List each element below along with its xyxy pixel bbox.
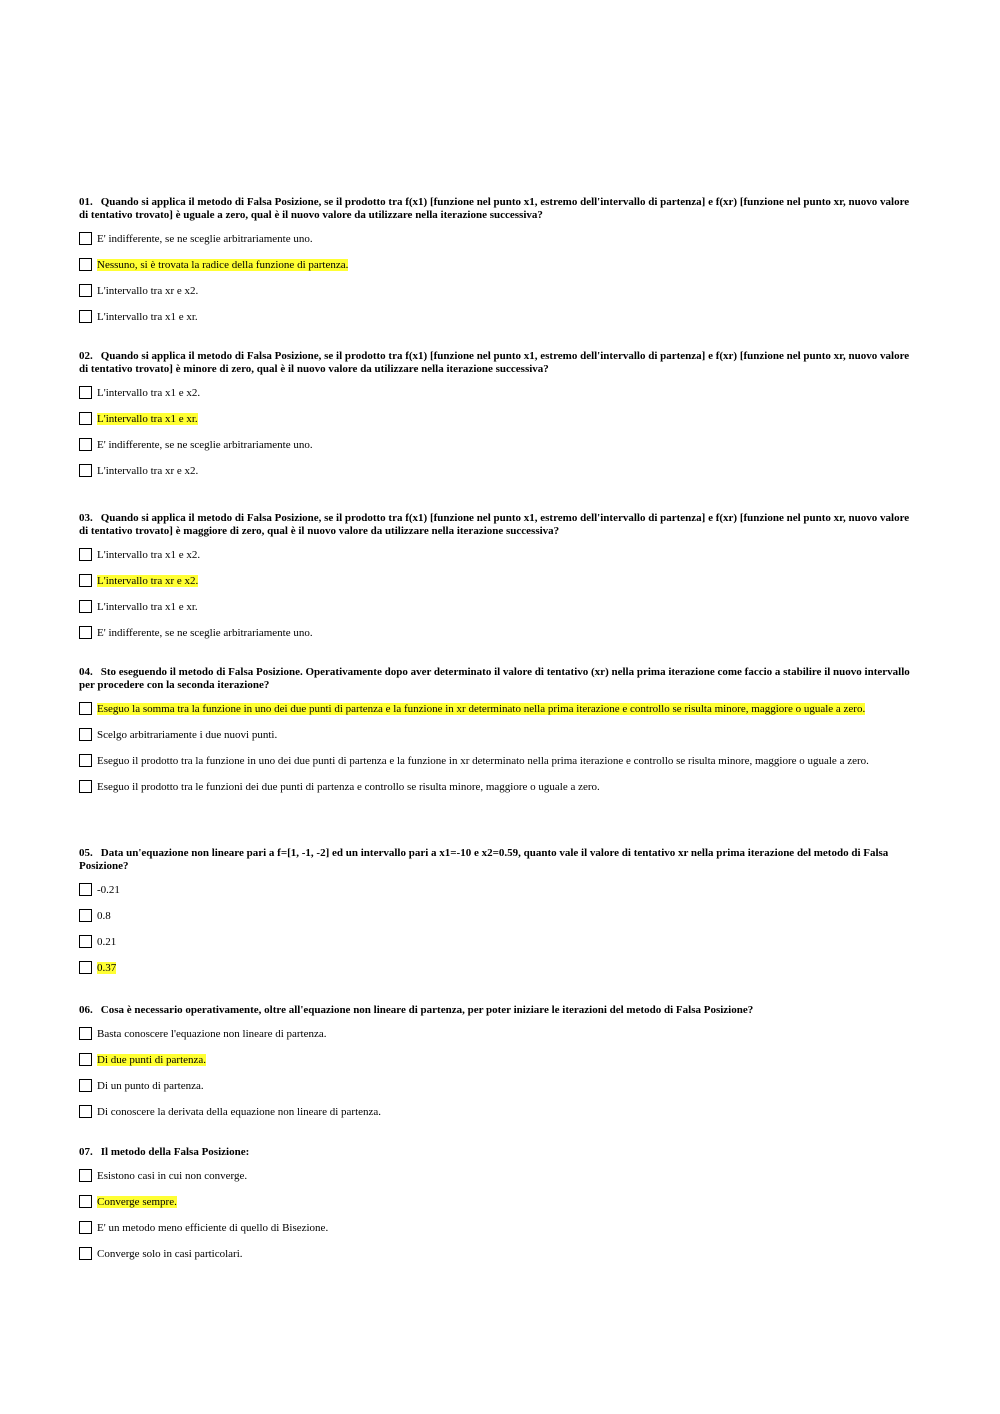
question-number: 04.: [79, 666, 93, 678]
question-number: 02.: [79, 350, 93, 362]
answer-option: [79, 627, 911, 641]
question-01: [79, 196, 911, 337]
answer-label: 0.37: [97, 962, 117, 974]
question-05: [79, 847, 911, 988]
question-number: 03.: [79, 512, 93, 524]
question-04: [79, 666, 911, 807]
answer-checkbox[interactable]: [79, 909, 92, 922]
answer-label: L'intervallo tra xr e x2.: [97, 465, 199, 477]
answer-option-highlighted: [79, 962, 911, 976]
answer-label: E' indifferente, se ne sceglie arbitrariamente uno.: [97, 233, 313, 245]
answer-option: [79, 884, 911, 898]
answer-option-highlighted: [79, 703, 911, 717]
question-number: 06.: [79, 1004, 93, 1016]
answer-label: L'intervallo tra x1 e xr.: [97, 413, 198, 425]
question-text: [79, 666, 911, 692]
answer-label: -0.21: [97, 884, 120, 896]
answer-label: Basta conoscere l'equazione non lineare di partenza.: [97, 1028, 327, 1040]
answer-checkbox[interactable]: [79, 754, 92, 767]
answer-option: [79, 233, 911, 247]
answer-option: [79, 311, 911, 325]
answer-label: Eseguo il prodotto tra le funzioni dei due punti di partenza e controllo se risulta minore, maggiore o uguale a zero.: [97, 781, 600, 793]
answer-checkbox[interactable]: [79, 258, 92, 271]
answer-label: Di un punto di partenza.: [97, 1080, 204, 1092]
answer-option-highlighted: [79, 1196, 911, 1210]
answer-label: Nessuno, si è trovata la radice della funzione di partenza.: [97, 259, 349, 271]
question-body: Cosa è necessario operativamente, oltre all'equazione non lineare di partenza, per poter iniziare le iterazioni del metodo di Falsa Posizione?: [100, 1004, 754, 1016]
answer-label: L'intervallo tra x1 e xr.: [97, 311, 198, 323]
answer-option-highlighted: [79, 413, 911, 427]
answer-option-highlighted: [79, 575, 911, 589]
answer-option: [79, 601, 911, 615]
question-02: [79, 350, 911, 491]
answer-option: [79, 465, 911, 479]
answer-checkbox[interactable]: [79, 1221, 92, 1234]
answer-label: Converge sempre.: [97, 1196, 177, 1208]
answer-checkbox[interactable]: [79, 1053, 92, 1066]
answer-checkbox[interactable]: [79, 438, 92, 451]
answer-checkbox[interactable]: [79, 935, 92, 948]
answer-option: [79, 285, 911, 299]
answer-option: [79, 549, 911, 563]
answer-option: [79, 781, 911, 795]
answer-checkbox[interactable]: [79, 1195, 92, 1208]
question-text: [79, 1146, 911, 1159]
question-number: 07.: [79, 1146, 93, 1158]
answer-label: E' indifferente, se ne sceglie arbitrariamente uno.: [97, 439, 313, 451]
answer-checkbox[interactable]: [79, 310, 92, 323]
question-body: Data un'equazione non lineare pari a f=[1, -1, -2] ed un intervallo pari a x1=-10 e x2=0.59, quanto vale il valore di tentativo xr nella prima iterazione del metodo di Falsa Posizione?: [79, 847, 889, 872]
answer-checkbox[interactable]: [79, 1105, 92, 1118]
question-07: [79, 1146, 911, 1274]
answer-label: E' indifferente, se ne sceglie arbitrariamente uno.: [97, 627, 313, 639]
answer-label: L'intervallo tra x1 e x2.: [97, 549, 201, 561]
question-text: [79, 512, 911, 538]
answer-checkbox[interactable]: [79, 232, 92, 245]
question-body: Sto eseguendo il metodo di Falsa Posizione. Operativamente dopo aver determinato il valore di tentativo (xr) nella prima iterazione come faccio a stabilire il nuovo intervallo per procedere con la seconda iterazione?: [79, 666, 910, 691]
answer-option: [79, 936, 911, 950]
question-text: [79, 350, 911, 376]
answer-checkbox[interactable]: [79, 1027, 92, 1040]
answer-checkbox[interactable]: [79, 574, 92, 587]
answer-label: Eseguo il prodotto tra la funzione in uno dei due punti di partenza e la funzione in xr determinato nella prima iterazione e controllo se risulta minore, maggiore o uguale a zero.: [97, 755, 869, 767]
answer-option: [79, 755, 911, 769]
answer-label: L'intervallo tra xr e x2.: [97, 285, 199, 297]
answer-checkbox[interactable]: [79, 702, 92, 715]
answer-label: 0.21: [97, 936, 117, 948]
question-number: 05.: [79, 847, 93, 859]
answer-label: 0.8: [97, 910, 111, 922]
question-text: [79, 1004, 911, 1017]
answer-option: [79, 1248, 911, 1262]
answer-label: Converge solo in casi particolari.: [97, 1248, 243, 1260]
answer-option: [79, 387, 911, 401]
answer-checkbox[interactable]: [79, 1247, 92, 1260]
answer-option: [79, 1170, 911, 1184]
answer-option: [79, 729, 911, 743]
answer-option: [79, 910, 911, 924]
answer-checkbox[interactable]: [79, 883, 92, 896]
question-body: Quando si applica il metodo di Falsa Posizione, se il prodotto tra f(x1) [funzione nel punto x1, estremo dell'intervallo di partenza] e f(xr) [funzione nel punto xr, nuovo valore di tentativo trovato] è uguale a zero, qual è il nuovo valore da utilizzare nella iterazione successiva?: [79, 196, 910, 221]
question-number: 01.: [79, 196, 93, 208]
question-body: Quando si applica il metodo di Falsa Posizione, se il prodotto tra f(x1) [funzione nel punto x1, estremo dell'intervallo di partenza] e f(xr) [funzione nel punto xr, nuovo valore di tentativo trovato] è maggiore di zero, qual è il nuovo valore da utilizzare nella iterazione successiva?: [79, 512, 910, 537]
answer-checkbox[interactable]: [79, 1079, 92, 1092]
answer-checkbox[interactable]: [79, 412, 92, 425]
question-body: Il metodo della Falsa Posizione:: [100, 1146, 250, 1158]
answer-checkbox[interactable]: [79, 386, 92, 399]
question-06: [79, 1004, 911, 1132]
answer-label: E' un metodo meno efficiente di quello di Bisezione.: [97, 1222, 329, 1234]
answer-checkbox[interactable]: [79, 626, 92, 639]
answer-checkbox[interactable]: [79, 1169, 92, 1182]
answer-label: L'intervallo tra xr e x2.: [97, 575, 199, 587]
question-body: Quando si applica il metodo di Falsa Posizione, se il prodotto tra f(x1) [funzione nel punto x1, estremo dell'intervallo di partenza] e f(xr) [funzione nel punto xr, nuovo valore di tentativo trovato] è minore di zero, qual è il nuovo valore da utilizzare nella iterazione successiva?: [79, 350, 910, 375]
answer-checkbox[interactable]: [79, 600, 92, 613]
answer-label: Di due punti di partenza.: [97, 1054, 207, 1066]
answer-checkbox[interactable]: [79, 284, 92, 297]
answer-label: Di conoscere la derivata della equazione non lineare di partenza.: [97, 1106, 382, 1118]
answer-option: [79, 439, 911, 453]
answer-label: Eseguo la somma tra la funzione in uno dei due punti di partenza e la funzione in xr determinato nella prima iterazione e controllo se risulta minore, maggiore o uguale a zero.: [97, 703, 866, 715]
answer-option: [79, 1080, 911, 1094]
answer-option: [79, 1028, 911, 1042]
answer-checkbox[interactable]: [79, 780, 92, 793]
answer-option-highlighted: [79, 259, 911, 273]
answer-checkbox[interactable]: [79, 548, 92, 561]
answer-checkbox[interactable]: [79, 961, 92, 974]
answer-checkbox[interactable]: [79, 464, 92, 477]
answer-label: Esistono casi in cui non converge.: [97, 1170, 248, 1182]
answer-label: L'intervallo tra x1 e xr.: [97, 601, 198, 613]
answer-option-highlighted: [79, 1054, 911, 1068]
answer-option: [79, 1222, 911, 1236]
answer-label: Scelgo arbitrariamente i due nuovi punti.: [97, 729, 278, 741]
answer-label: L'intervallo tra x1 e x2.: [97, 387, 201, 399]
question-text: [79, 847, 911, 873]
answer-option: [79, 1106, 911, 1120]
question-text: [79, 196, 911, 222]
question-03: [79, 512, 911, 653]
answer-checkbox[interactable]: [79, 728, 92, 741]
